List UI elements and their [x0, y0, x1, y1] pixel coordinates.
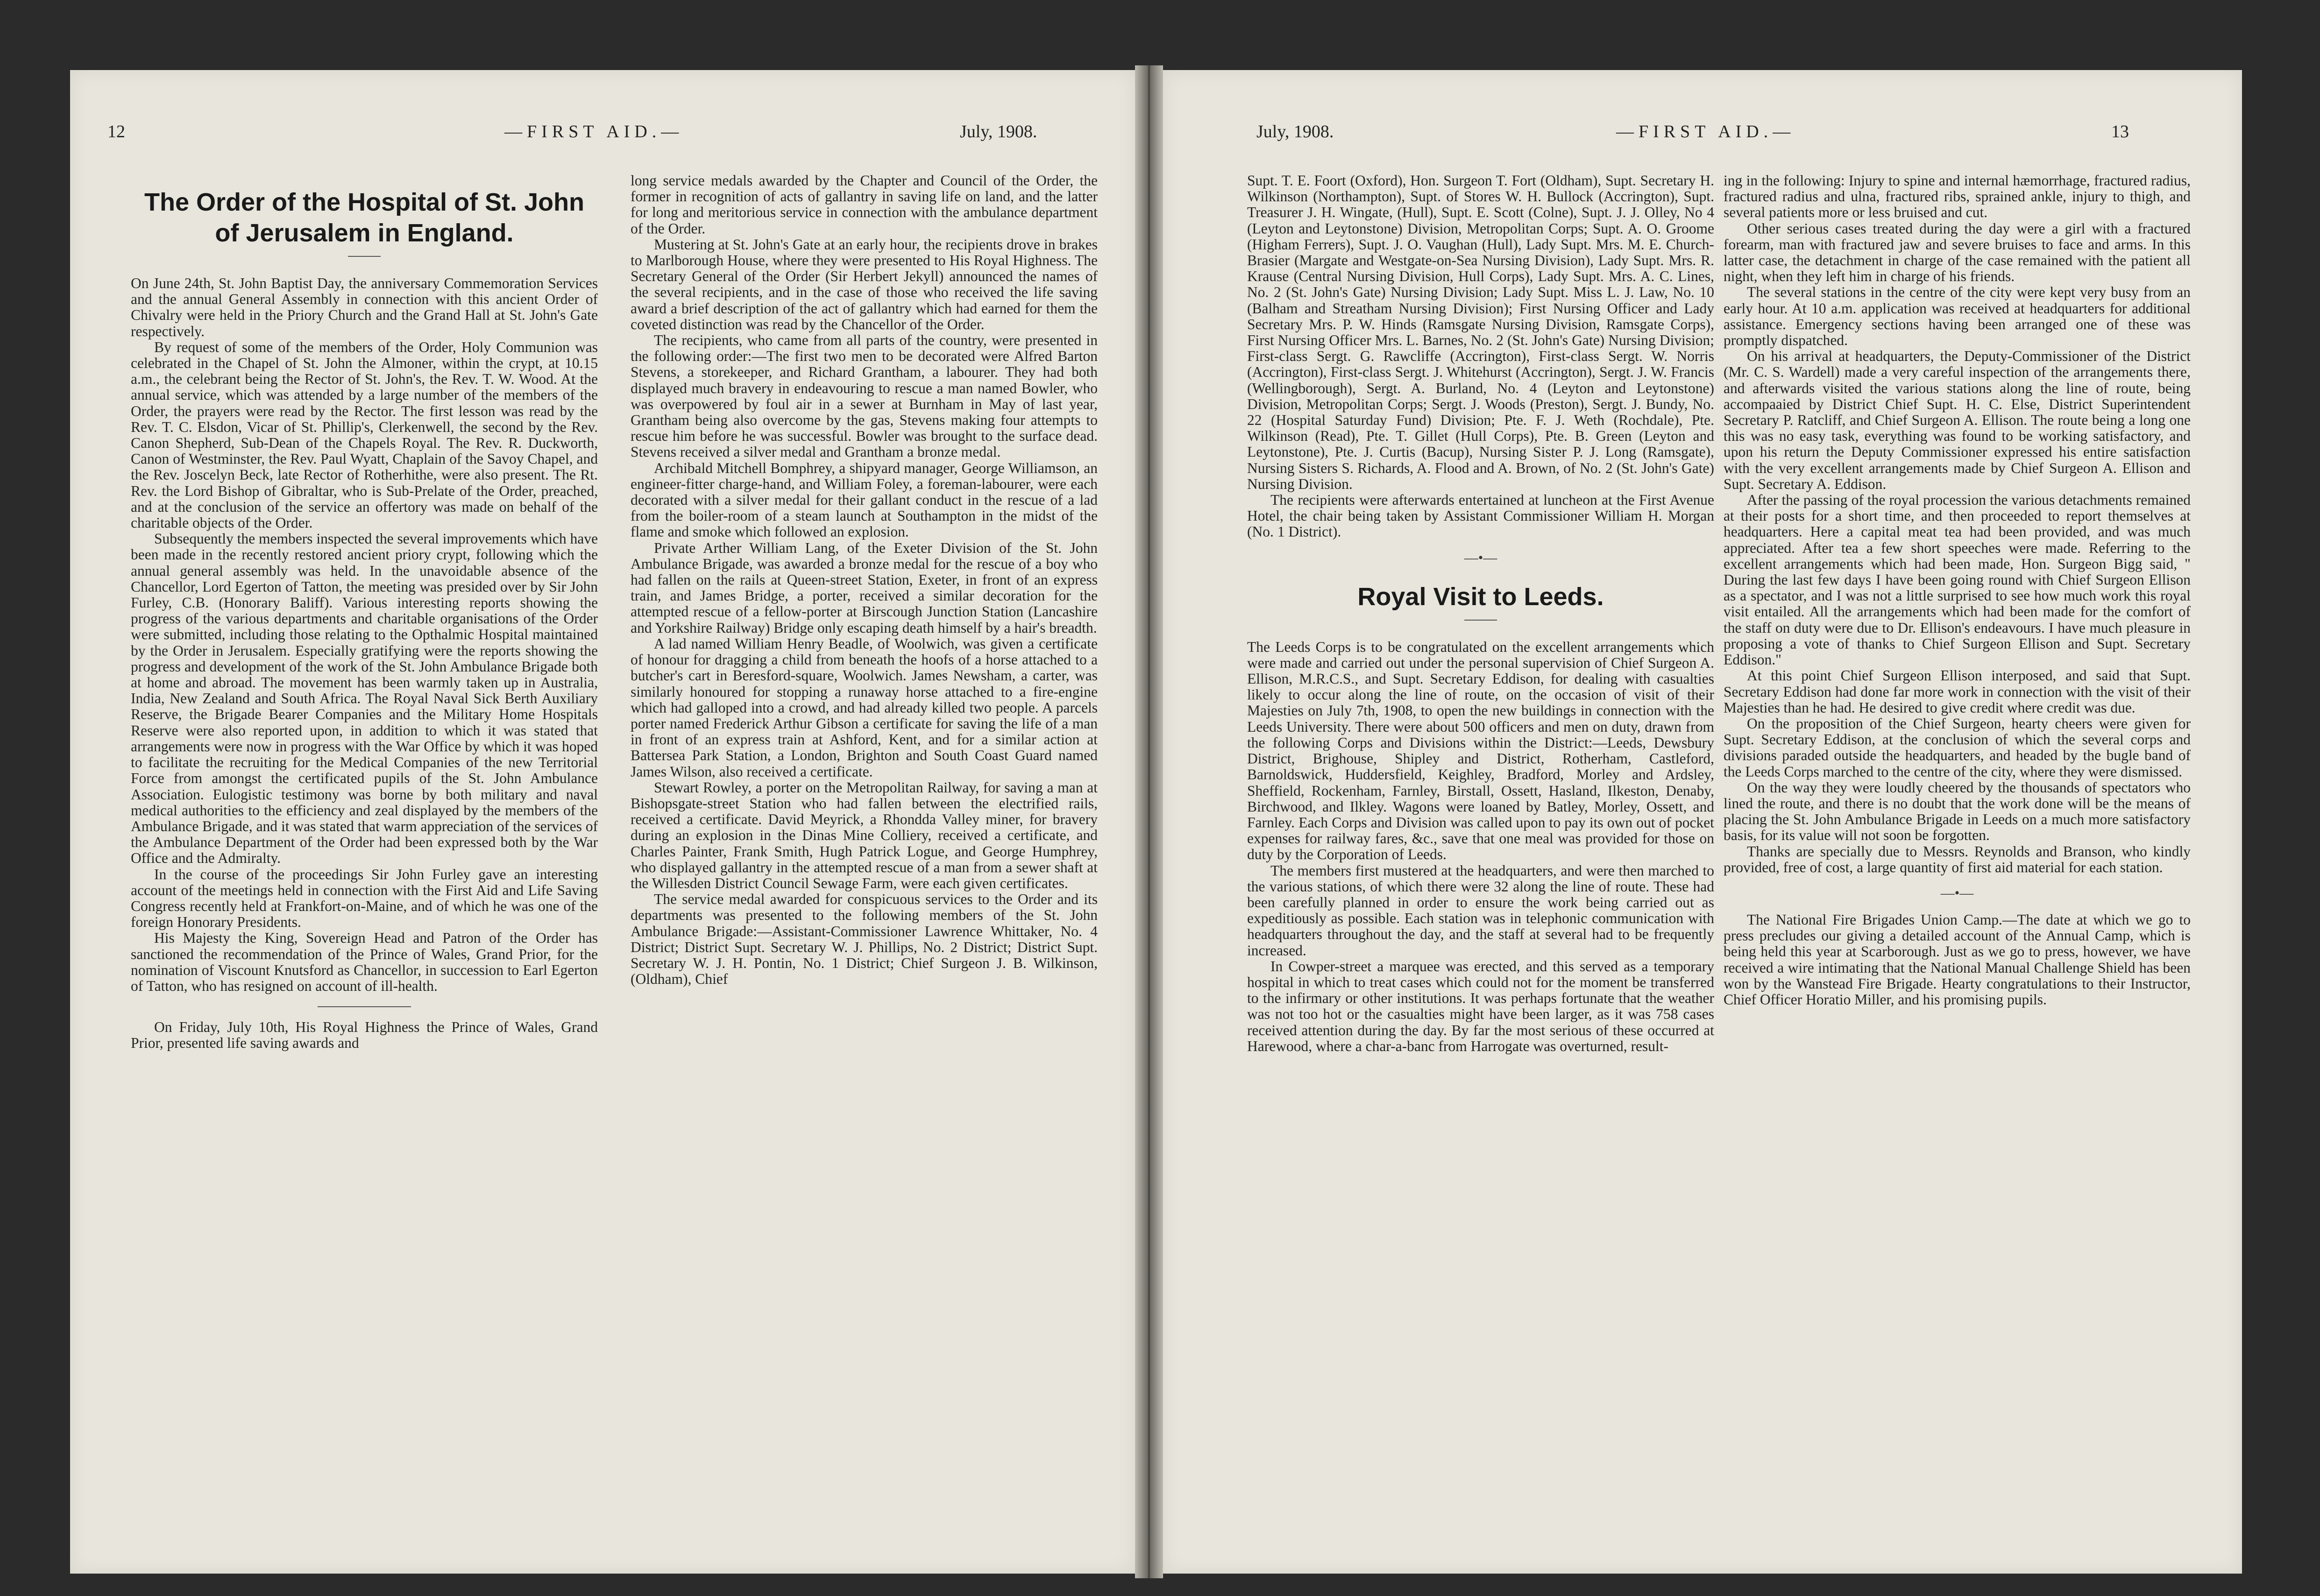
left-page	[70, 70, 1135, 1574]
paragraph: Mustering at St. John's Gate at an early hour, the recipients drove in brakes to Marlborough House, where they were presented to His Royal Highness. The Secretary General of the Order (Sir Herbert Jekyll) announced the names of the several recipients, and in the case of those who received the life saving award a brief description of the act of gallantry which had earned for them the coveted distinction was read by the Chancellor of the Order.	[631, 236, 1098, 332]
ornament-divider: —•—	[1464, 550, 1497, 565]
paragraph: On the way they were loudly cheered by the thousands of spectators who lined the route, and there is no doubt that the work done will be the means of placing the St. John Ambulance Brigade in Leeds on a much more satisfactory basis, for its value will not soon be forgotten.	[1724, 779, 2191, 844]
paragraph: Other serious cases treated during the day were a girl with a fractured forearm, man with fractured jaw and severe bruises to face and arms. In this latter case, the detachment in charge of the case remained with the patient all night, when they left him in charge of his friends.	[1724, 220, 2191, 285]
paragraph: On his arrival at headquarters, the Deputy-Commissioner of the District (Mr. C. S. Wardell) made a very careful inspection of the arrangements there, and afterwards visited the various stations along the line of route, being accompaaied by District Chief Supt. H. C. Else, District Superintendent Secretary P. Ratcliff, and Chief Surgeon A. Ellison. The route being a long one this was no easy task, everything was found to be working satisfactory, and upon his return the Deputy Commissioner expressed his entire satisfaction with the very excellent arrangements made by Chief Surgeon A. Ellison and Supt. Secretary A. Eddison.	[1724, 348, 2191, 492]
paragraph: His Majesty the King, Sovereign Head and Patron of the Order has sanctioned the recommendation of the Prince of Wales, Grand Prior, for the nomination of Viscount Knutsford as Chancellor, in succession to Earl Egerton of Tatton, who has resigned on account of ill-health.	[131, 930, 598, 994]
left-page-header	[70, 121, 1135, 159]
paragraph: On Friday, July 10th, His Royal Highness the Prince of Wales, Grand Prior, presented life saving awards and	[131, 1019, 598, 1052]
column-1	[131, 173, 598, 1546]
column-3	[1247, 173, 1714, 1546]
paragraph: After the passing of the royal procession the various detachments remained at their posts for a short time, and then proceeded to report themselves at headquarters. Here a capital meat tea had been provided, and was much appreciated. After tea a few short speeches were made. Referring to the excellent arrangements which had been made, Hon. Surgeon Bigg said, " During the last few days I have been going round with Chief Surgeon Ellison as a spectator, and I was not a little surprised to see how much work this royal visit entailed. All the arrangements which had been made for the comfort of the staff on duty were due to Dr. Ellison's endeavours. I have much pleasure in proposing a vote of thanks to Chief Surgeon Ellison and Supt. Secretary Eddison."	[1724, 492, 2191, 668]
paragraph: Stewart Rowley, a porter on the Metropolitan Railway, for saving a man at Bishopsgate-street Station who had fallen between the electrified rails, received a certificate. David Meyrick, a Rhondda Valley miner, for bravery during an explosion in the Dinas Mine Colliery, received a certificate, and Charles Painter, Frank Smith, Hugh Patrick Logue, and George Humphrey, who displayed gallantry in the attempted rescue of a man from a sewer shaft at the Willesden District Council Sewage Farm, were each given certificates.	[631, 779, 1098, 891]
paragraph: By request of some of the members of the Order, Holy Communion was celebrated in the Chapel of St. John the Almoner, within the crypt, at 10.15 a.m., the celebrant being the Rector of St. John's, the Rev. T. W. Wood. At the annual service, which was attended by a large number of the members of the Order, the prayers were read by the Rector. The first lesson was read by the Rev. T. C. Elsdon, Vicar of St. Phillip's, Clerkenwell, the second by the Rev. Canon Shepherd, Sub-Dean of the Chapels Royal. The Rev. R. Duckworth, Canon of Westminster, the Rev. Paul Wyatt, Chaplain of the Savoy Chapel, and the Rev. Joscelyn Beck, late Rector of Rotherhithe, were also present. The Rt. Rev. the Lord Bishop of Gibraltar, who is Sub-Prelate of the Order, preached, and at the conclusion of the service an offertory was made on behalf of the charitable objects of the Order.	[131, 339, 598, 531]
page-number: 13	[2111, 122, 2129, 141]
title-rule	[1464, 620, 1497, 621]
title-rule	[348, 256, 381, 257]
paragraph: The members first mustered at the headquarters, and were then marched to the various stations, of which there were 32 along the line of route. These had been carefully planned in order to ensure the work being carried out as expeditiously as possible. Each station was in telephonic communication with headquarters throughout the day, and the staff at several had to be frequently increased.	[1247, 862, 1714, 959]
paragraph: The recipients, who came from all parts of the country, were presented in the following order:—The first two men to be decorated were Alfred Barton Stevens, a storekeeper, and Richard Grantham, a labourer. They had both displayed much bravery in endeavouring to rescue a man named Bowler, who was overpowered by foul air in a sewer at Burnham in May of last year, Grantham being also overcome by the gas, Stevens making four attempts to rescue him before he was successful. Bowler was brought to the surface dead. Stevens received a silver medal and Grantham a bronze medal.	[631, 332, 1098, 460]
paragraph: A lad named William Henry Beadle, of Woolwich, was given a certificate of honour for dragging a child from beneath the hoofs of a horse attached to a butcher's cart in Beresford-square, Woolwich. James Newsham, a carter, was similarly honoured for stopping a runaway horse attached to a fire-engine which had galloped into a crowd, and had already killed two people. A parcels porter named Frederick Arthur Gibson a certificate for saving the life of a man in front of an express train at Ashford, Kent, and for a similar action at Battersea Park Station, a London, Brighton and South Coast Guard named James Wilson, also received a certificate.	[631, 635, 1098, 780]
ornament-divider: —•—	[1940, 885, 1974, 901]
paragraph: long service medals awarded by the Chapter and Council of the Order, the former in recognition of acts of gallantry in saving life on land, and the latter for long and meritorious service in connection with the ambulance department of the Order.	[631, 173, 1098, 237]
paragraph: At this point Chief Surgeon Ellison interposed, and said that Supt. Secretary Eddison had done far more work in connection with the visit of their Majesties than he had. He desired to give credit where credit was due.	[1724, 667, 2191, 716]
paragraph: On the proposition of the Chief Surgeon, hearty cheers were given for Supt. Secretary Eddison, at the conclusion of which the several corps and divisions paraded outside the headquarters, and headed by the bugle band of the Leeds Corps marched to the centre of the city, where they were dismissed.	[1724, 715, 2191, 780]
issue-date: July, 1908.	[960, 122, 1037, 141]
paragraph: The Leeds Corps is to be congratulated on the excellent arrangements which were made and carried out under the personal supervision of Chief Surgeon A. Ellison, M.R.C.S., and Supt. Secretary Eddison, for dealing with casualties likely to occur along the line of route, on the occasion of visit of their Majesties on July 7th, 1908, to open the new buildings in connection with the Leeds University. There were about 500 officers and men on duty, drawn from the following Corps and Divisions within the District:—Leeds, Dewsbury District, Brighouse, Shipley and District, Rotherham, Castleford, Barnoldswick, Huddersfield, Keighley, Bradford, Morley and Ardsley, Sheffield, Rockenham, Farnley, Birstall, Ossett, Hasland, Ilkeston, Denaby, Birchwood, and Ilkley. Wagons were loaned by Batley, Morley, Ossett, and Farnley. Each Corps and Division was called upon to pay its own out of pocket expenses for railway fares, &c., save that one meal was provided for those on duty by the Corporation of Leeds.	[1247, 638, 1714, 863]
paragraph: The service medal awarded for conspicuous services to the Order and its departments was presented to the following members of the St. John Ambulance Brigade:—Assistant-Commissioner Lawrence Whittaker, No. 4 District; District Supt. Secretary W. J. Phillips, No. 2 District; District Supt. Secretary W. J. H. Pontin, No. 1 District; Chief Surgeon J. B. Wilkinson, (Oldham), Chief	[631, 891, 1098, 988]
paragraph: The recipients were afterwards entertained at luncheon at the First Avenue Hotel, the chair being taken by Assistant Commissioner William H. Morgan (No. 1 District).	[1247, 492, 1714, 540]
masthead: —FIRST AID.—	[504, 122, 684, 141]
book-spine	[1135, 65, 1163, 1578]
column-4	[1724, 173, 2191, 1546]
paragraph: In the course of the proceedings Sir John Furley gave an interesting account of the meetings held in connection with the First Aid and Life Saving Congress recently held at Frankfort-on-Maine, and of which he was one of the foreign Honorary Presidents.	[131, 866, 598, 931]
section-rule	[318, 1006, 411, 1007]
column-2	[631, 173, 1098, 1546]
paragraph: Thanks are specially due to Messrs. Reynolds and Branson, who kindly provided, free of cost, a large quantity of first aid material for each station.	[1724, 843, 2191, 876]
article-title: The Order of the Hospital of St. John of Jerusalem in England.	[144, 188, 585, 247]
page-number: 12	[107, 122, 125, 141]
paragraph: Supt. T. E. Foort (Oxford), Hon. Surgeon T. Fort (Oldham), Supt. Secretary H. Wilkinson (Northampton), Supt. of Stores W. H. Bullock (Accrington), Supt. Treasurer J. H. Wingate, (Hull), Supt. E. Scott (Colne), Supt. J. J. Olley, No 4 (Leyton and Leytonstone) Division, Metropolitan Corps; Supt. A. O. Groome (Higham Ferrers), Supt. J. O. Vaughan (Hull), Lady Supt. Mrs. M. E. Church-Brasier (Margate and Westgate-on-Sea Nursing Division), Lady Supt. Mrs. R. Krause (Central Nursing Division, Hull Corps), Lady Supt. Mrs. A. C. Lines, No. 2 (St. John's Gate) Nursing Division; Lady Supt. Miss L. J. Law, No. 10 (Balham and Streatham Nursing Division); First Nursing Officer and Lady Secretary Mrs. P. W. Hinds (Ramsgate Nursing Division, Ramsgate Corps), First Nursing Officer Mrs. L. Barnes, No. 2 (St. John's Gate) Nursing Division; First-class Sergt. G. Rawcliffe (Accrington), First-class Sergt. W. Norris (Accrington), First-class Sergt. J. Whitehurst (Accrington), Sergt. J. W. Francis (Wellingborough), Sergt. A. Burland, No. 4 (Leyton and Leytonstone) Division, Metropolitan Corps; Sergt. J. Woods (Preston), Sergt. J. Bundy, No. 22 (Hospital Saturday Fund) Division; Pte. F. J. Weth (Rochdale), Pte. Wilkinson (Read), Pte. T. Gillet (Hull Corps), Pte. B. Green (Leyton and Leytonstone), Pte. J. Curtis (Bacup), Nursing Sister P. J. Long (Ramsgate), Nursing Sisters S. Richards, A. Flood and A. Brown, of No. 2 (St. John's Gate) Nursing Division.	[1247, 173, 1714, 492]
paragraph: Archibald Mitchell Bomphrey, a shipyard manager, George Williamson, an engineer-fitter charge-hand, and William Foley, a foreman-labourer, were each decorated with a silver medal for their gallant conduct in the rescue of a lad from the boiler-room of a steam launch at Southampton in the midst of the flame and smoke which followed an explosion.	[631, 459, 1098, 540]
issue-date: July, 1908.	[1256, 122, 1334, 141]
paragraph: On June 24th, St. John Baptist Day, the anniversary Commemoration Services and the annual General Assembly in connection with this ancient Order of Chivalry were held in the Priory Church and the Grand Hall at St. John's Gate respectively.	[131, 275, 598, 339]
right-page	[1163, 70, 2242, 1574]
right-page-header	[1163, 121, 2242, 159]
news-item: The National Fire Brigades Union Camp.—The date at which we go to press precludes our giving a detailed account of the Annual Camp, which is being held this year at Scarborough. Just as we go to press, however, we have received a wire intimating that the National Manual Challenge Shield has been won by the Wanstead Fire Brigade. Hearty congratulations to their Instructor, Chief Officer Horatio Miller, and his promising pupils.	[1724, 911, 2191, 1008]
paragraph: Subsequently the members inspected the several improvements which have been made in the recently restored ancient priory crypt, following which the annual general assembly was held. In the unavoidable absence of the Chancellor, Lord Egerton of Tatton, the meeting was presided over by Sir John Furley, C.B. (Honorary Baliff). Various interesting reports showing the progress of the various departments and charitable organisations of the Order were submitted, including those relating to the Opthalmic Hospital maintained by the Order in Jerusalem. Especially gratifying were the reports showing the progress and development of the work of the St. John Ambulance Brigade both at home and abroad. The movement has been warmly taken up in Australia, India, New Zealand and South Africa. The Royal Naval Sick Berth Auxiliary Reserve, the Brigade Bearer Companies and the Military Home Hospitals Reserve were also reported upon, in addition to which it was stated that arrangements were now in progress with the War Office by which it was hoped to facilitate the recruiting for the Medical Companies of the new Territorial Force from amongst the certificated pupils of the St. John Ambulance Association. Eulogistic testimony was borne by both military and naval medical authorities to the efficiency and zeal displayed by the members of the Ambulance Brigade, and it was stated that warm appreciation of the services of the Ambulance Department of the Order had been expressed both by the War Office and the Admiralty.	[131, 530, 598, 867]
masthead: —FIRST AID.—	[1616, 122, 1795, 141]
paragraph: In Cowper-street a marquee was erected, and this served as a temporary hospital in which to treat cases which could not for the moment be transferred to the infirmary or other institutions. It was perhaps fortunate that the weather was not too hot or the casualties might have been larger, as it was 758 cases received attention during the day. By far the most serious of these occurred at Harewood, where a char-a-banc from Harrogate was overturned, result-	[1247, 958, 1714, 1054]
paragraph: Private Arther William Lang, of the Exeter Division of the St. John Ambulance Brigade, was awarded a bronze medal for the rescue of a boy who had fallen on the rails at Queen-street Station, Exeter, in front of an express train, and James Bridge, a porter, received a similar decoration for the attempted rescue of a fellow-porter at Birscough Junction Station (Lancashire and Yorkshire Railway) Bridge only escaping death himself by a hair's breadth.	[631, 539, 1098, 636]
article-title: Royal Visit to Leeds.	[1357, 582, 1604, 611]
paragraph: ing in the following: Injury to spine and internal hæmorrhage, fractured radius, fractured radius and ulna, fractured ribs, sprained ankle, injury to thigh, and several patients more or less bruised and cut.	[1724, 173, 2191, 221]
paragraph: The several stations in the centre of the city were kept very busy from an early hour. At 10 a.m. application was received at headquarters for additional assistance. Emergency sections having been arranged one of these was promptly dispatched.	[1724, 284, 2191, 349]
